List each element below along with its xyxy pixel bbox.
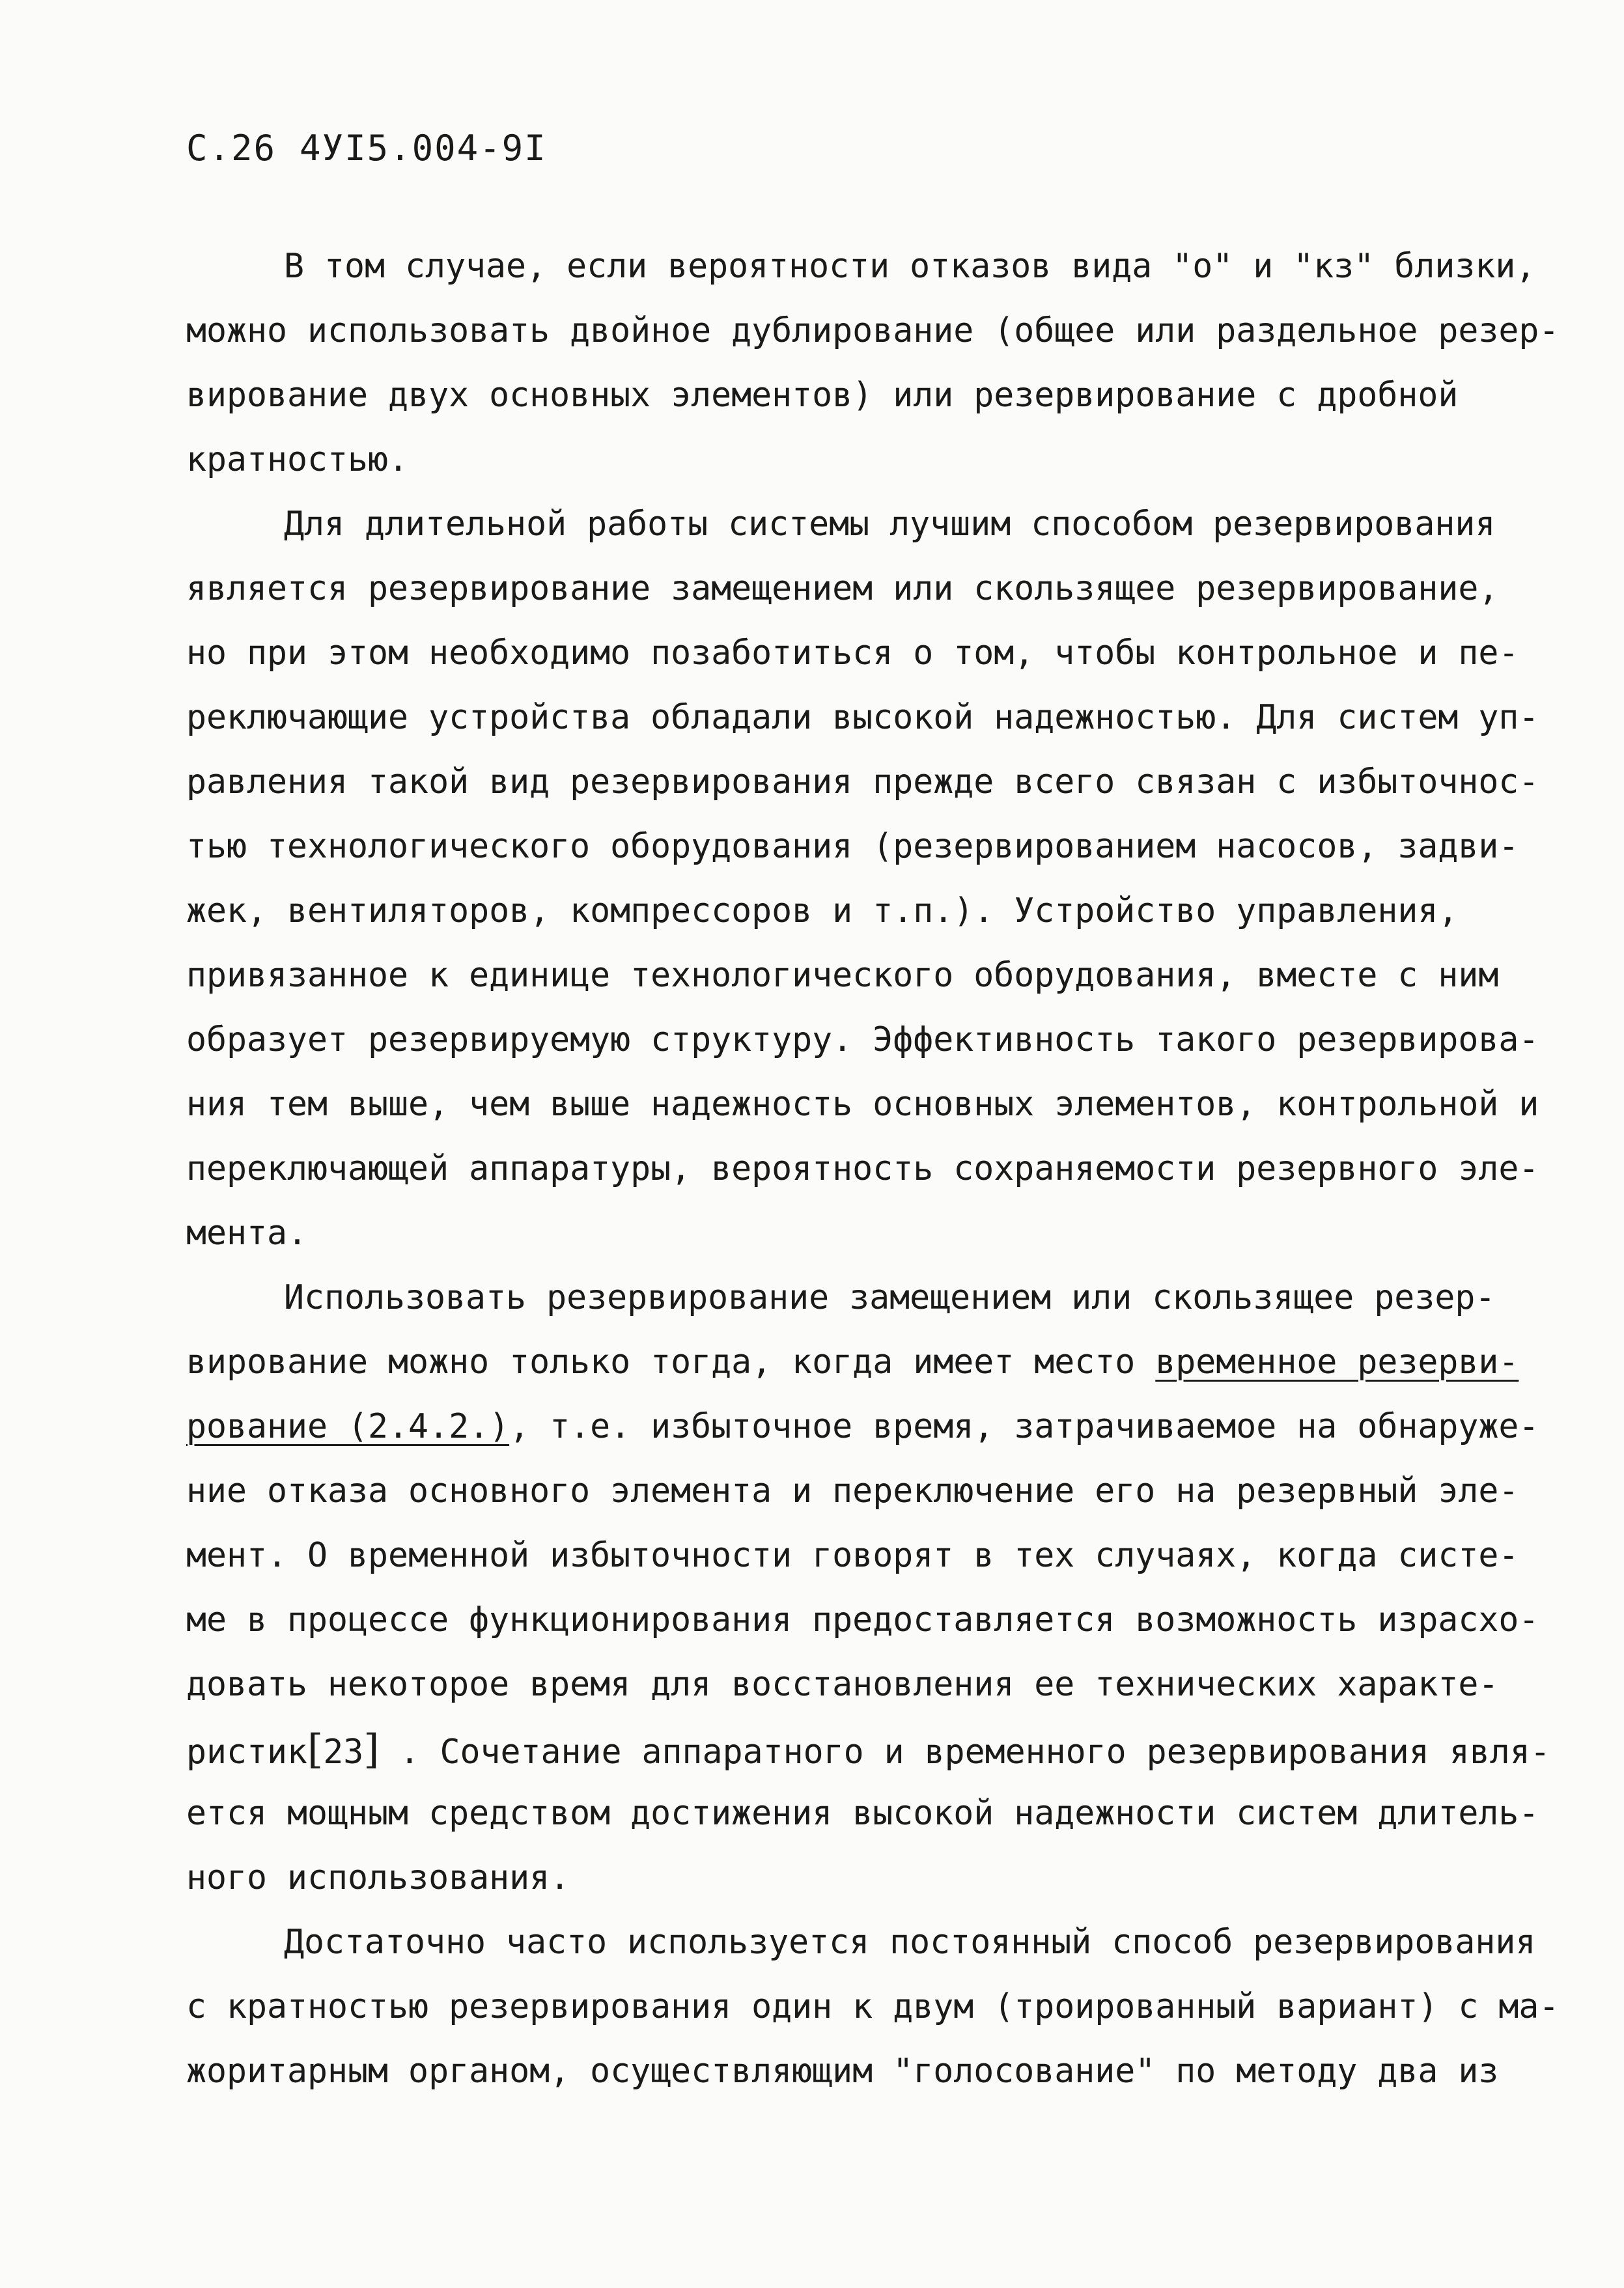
text-line: [186, 1330, 1541, 1395]
text-line: мент. О временной избыточности говорят в тех случаях, когда систе-: [186, 1536, 1519, 1575]
text-line: ние отказа основного элемента и переключение его на резервный эле-: [186, 1472, 1519, 1511]
underlined-reference: временное резерви-: [1155, 1343, 1519, 1382]
paragraph: [186, 492, 1541, 1266]
text-line: вирование двух основных элементов) или резервирование с дробной: [186, 376, 1459, 415]
text-line: довать некоторое время для восстановления ее технических характе-: [186, 1665, 1499, 1704]
text-line: ного использования.: [186, 1858, 570, 1897]
text-line: [186, 1395, 1541, 1459]
body-text: [186, 234, 1560, 2104]
text-line: жек, вентиляторов, компрессоров и т.п.). Устройство управления,: [186, 891, 1459, 930]
text-line: образует резервируемую структуру. Эффективность такого резервирова-: [186, 1020, 1539, 1059]
text-line: ния тем выше, чем выше надежность основных элементов, контрольной и: [186, 1085, 1539, 1124]
citation-open-bracket: [: [307, 1725, 324, 1773]
page-number: С.26: [186, 128, 277, 169]
text-line: реключающие устройства обладали высокой надежностью. Для систем уп-: [186, 698, 1539, 737]
text-line: кратностью.: [186, 440, 409, 479]
text-segment: . Сочетание аппаратного и временного резервирования явля-: [379, 1733, 1550, 1772]
citation-close-bracket: ]: [363, 1725, 380, 1773]
text-line: переключающей аппаратуры, вероятность сохраняемости резервного эле-: [186, 1149, 1539, 1188]
text-line: Для длительной работы системы лучшим способом резервирования: [284, 505, 1496, 544]
text-line: с кратностью резервирования один к двум (троированный вариант) с ма-: [186, 1987, 1560, 2026]
text-line: тью технологического оборудования (резервированием насосов, задви-: [186, 827, 1519, 866]
text-segment: вирование можно только тогда, когда имеет место: [186, 1343, 1156, 1382]
text-line: равления такой вид резервирования прежде всего связан с избыточнос-: [186, 762, 1539, 802]
text-line: Использовать резервирование замещением или скользящее резер-: [284, 1278, 1496, 1317]
page-header: [186, 128, 547, 169]
text-line: жоритарным органом, осуществляющим "голосование" по методу два из: [186, 2052, 1499, 2091]
text-line: можно использовать двойное дублирование (общее или раздельное резер-: [186, 311, 1560, 350]
paragraph: [186, 234, 1560, 492]
text-line: привязанное к единице технологического оборудования, вместе с ним: [186, 956, 1499, 995]
underlined-reference: рование (2.4.2.): [186, 1407, 510, 1446]
text-line: Достаточно часто используется постоянный способ резервирования: [284, 1923, 1536, 1962]
text-line: В том случае, если вероятности отказов вида "о" и "кз" близки,: [284, 247, 1536, 286]
text-line: [186, 1717, 1550, 1781]
text-line: ме в процессе функционирования предоставляется возможность израсхо-: [186, 1600, 1539, 1639]
text-segment: , т.е. избыточное время, затрачиваемое на обнаруже-: [509, 1407, 1539, 1446]
text-line: ется мощным средством достижения высокой надежности систем длитель-: [186, 1794, 1539, 1833]
paragraph: [186, 1266, 1550, 1910]
text-line: является резервирование замещением или скользящее резервирование,: [186, 569, 1499, 608]
paragraph: [186, 1910, 1560, 2104]
document-code: 4УI5.004-9I: [300, 128, 547, 169]
text-segment: ристик: [186, 1733, 308, 1772]
text-line: мента.: [186, 1214, 308, 1253]
text-line: но при этом необходимо позаботиться о том, чтобы контрольное и пе-: [186, 634, 1519, 673]
citation-reference: 23: [323, 1733, 364, 1772]
